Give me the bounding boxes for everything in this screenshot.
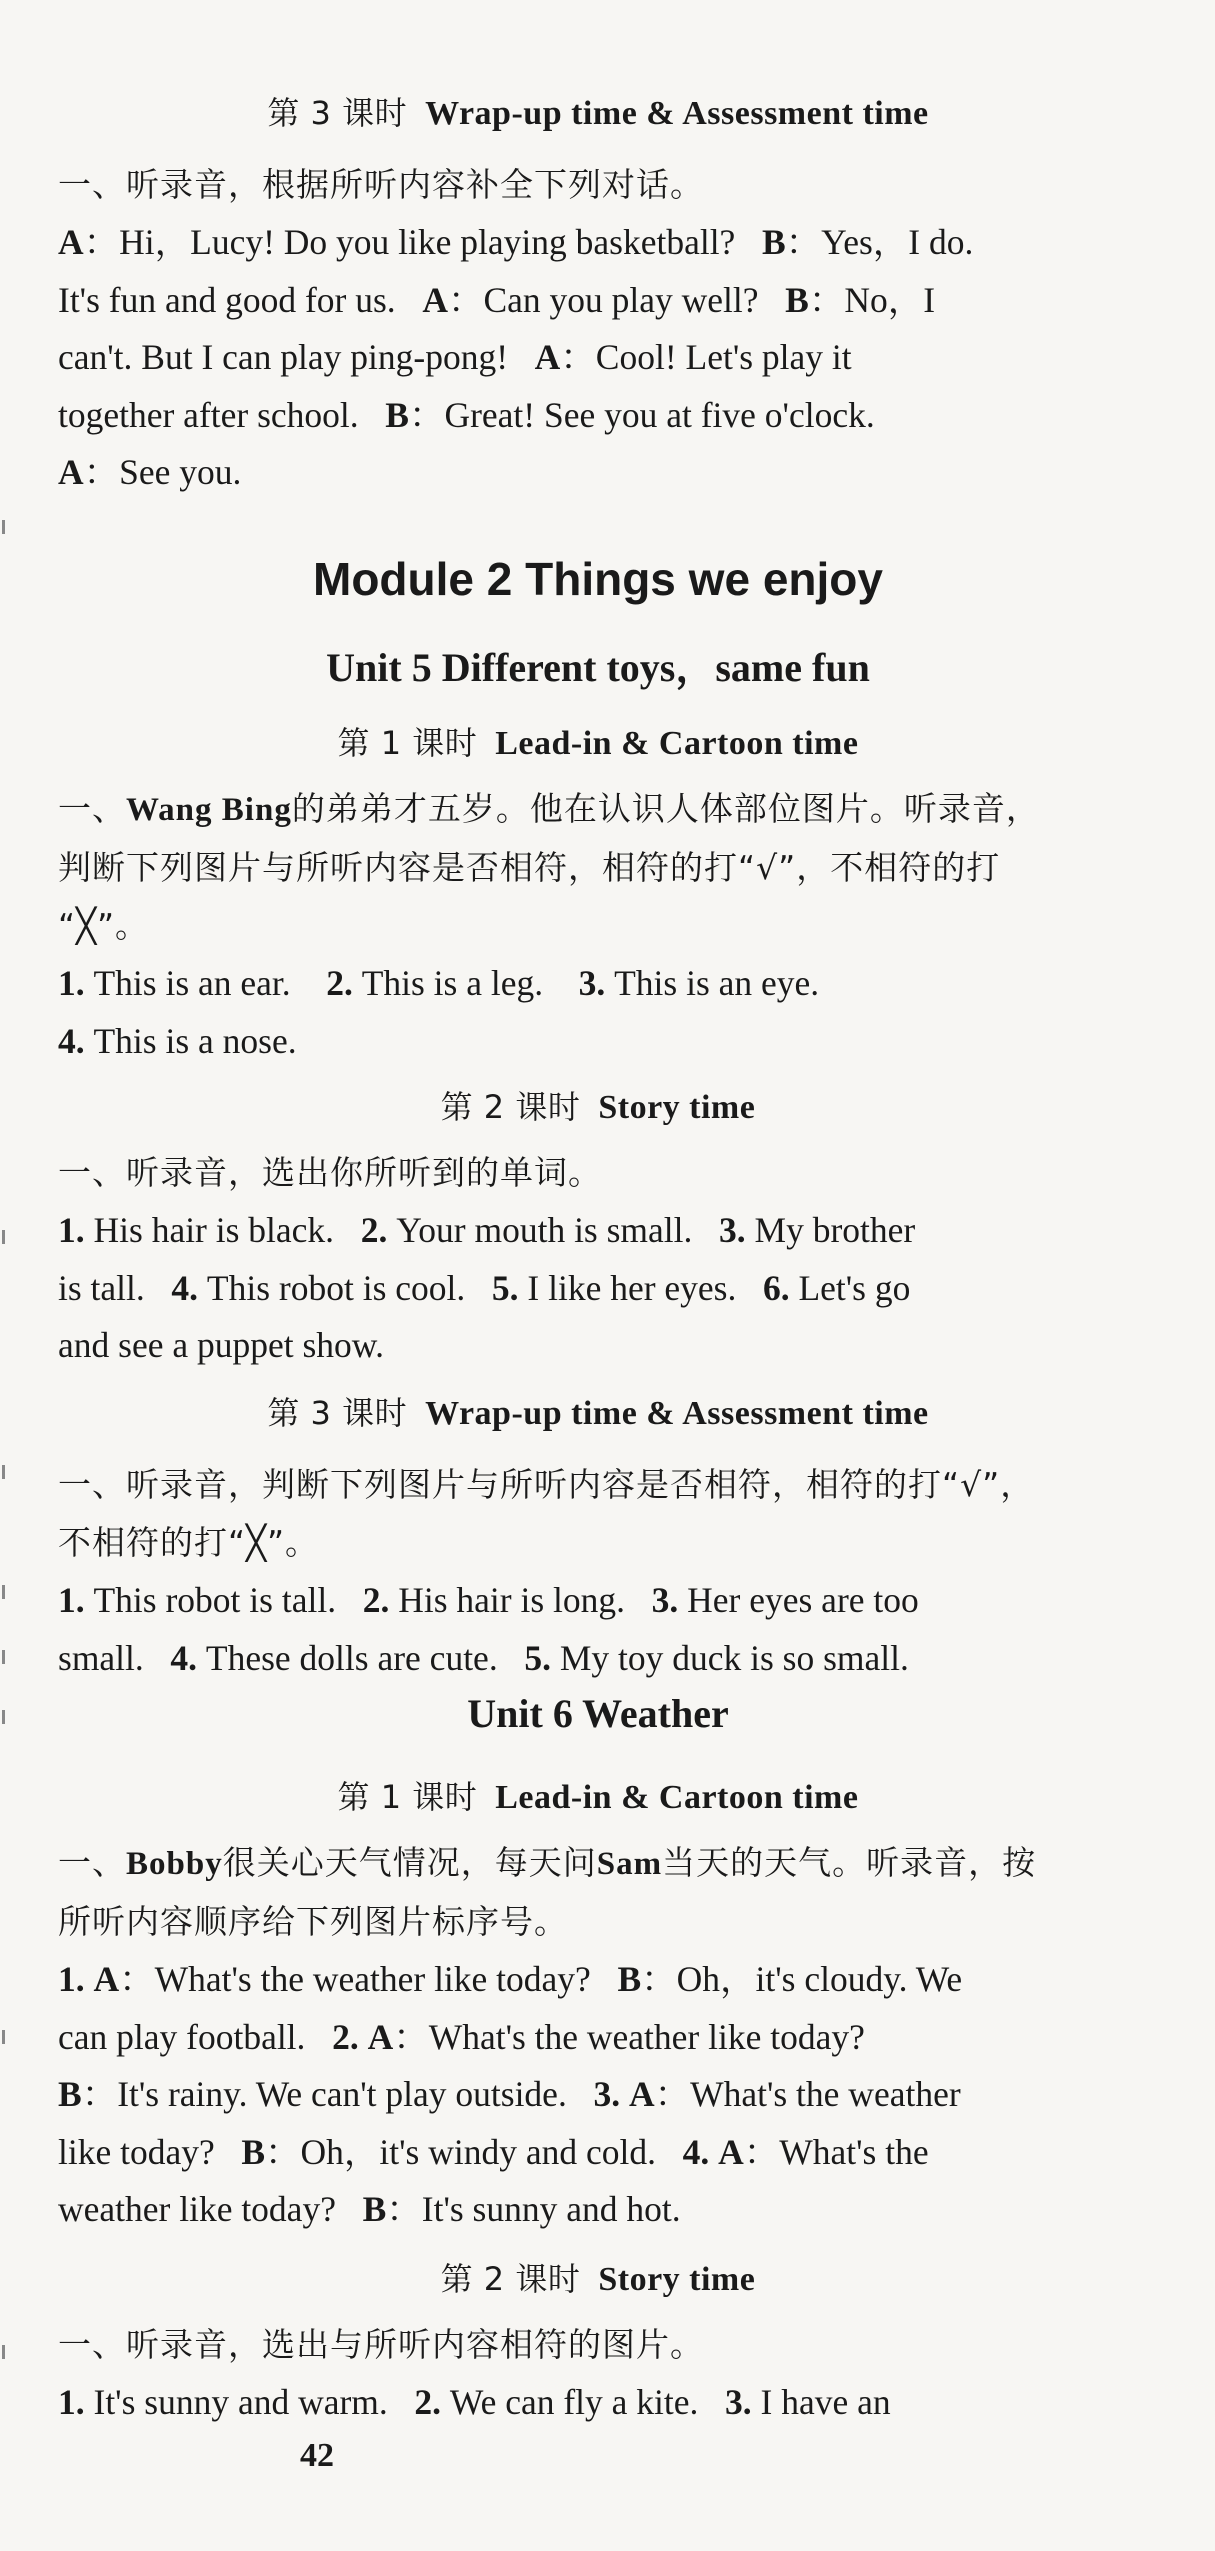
dialogue-line: like today? B：Oh，it's windy and cold. 4. A：What's the: [58, 2131, 929, 2172]
instruction: 一、听录音，选出你所听到的单词。: [58, 1153, 602, 1192]
lesson-heading: 第 2 课时 Story time: [440, 1088, 756, 1126]
item-line: 1. His hair is black. 2. Your mouth is small. 3. My brother: [58, 1210, 916, 1250]
binding-marks: [0, 0, 14, 2551]
exercise: [58, 156, 1138, 502]
lesson-block: [58, 88, 1138, 134]
item-line: 1. This is an ear. 2. This is a leg. 3. This is an eye.: [58, 963, 820, 1003]
lesson-heading: 第 3 课时 Wrap-up time & Assessment time: [267, 1394, 929, 1432]
exercise: [58, 1144, 1138, 1375]
exercise: [58, 1834, 1138, 2239]
item-line: 1. This robot is tall. 2. His hair is long. 3. Her eyes are too: [58, 1580, 919, 1620]
page-number: 42: [300, 2437, 334, 2474]
module-title: Module 2 Things we enjoy: [313, 553, 883, 605]
margin-mark: [2, 2345, 5, 2359]
margin-mark: [2, 1230, 5, 1244]
dialogue-line: weather like today? B：It's sunny and hot.: [58, 2189, 681, 2229]
lesson-heading: 第 3 课时 Wrap-up time & Assessment time: [267, 94, 929, 132]
item-line: and see a puppet show.: [58, 1325, 384, 1365]
dialogue-line: A：Hi，Lucy! Do you like playing basketball? B：Yes，I do.: [58, 222, 974, 262]
dialogue-line: A：See you.: [58, 452, 242, 492]
exercise: [58, 1456, 1138, 1687]
instruction: 一、Wang Bing的弟弟才五岁。他在认识人体部位图片。听录音，: [58, 789, 1040, 828]
margin-mark: [2, 1650, 5, 1664]
instruction: “╳”。: [58, 906, 150, 945]
instruction: 一、Bobby很关心天气情况，每天问Sam当天的天气。听录音，按: [58, 1843, 1037, 1882]
item-line: 4. This is a nose.: [58, 1020, 297, 1061]
lesson-heading: 第 1 课时 Lead-in & Cartoon time: [337, 724, 859, 762]
item-line: 1. It's sunny and warm. 2. We can fly a kite. 3. I have an: [58, 2382, 891, 2422]
margin-mark: [2, 1585, 5, 1599]
instruction: 一、听录音，根据所听内容补全下列对话。: [58, 165, 704, 204]
dialogue-line: B：It's rainy. We can't play outside. 3. A：What's the weather: [58, 2074, 961, 2114]
dialogue-line: can play football. 2. A：What's the weather like today?: [58, 2016, 865, 2057]
unit-title: Unit 6 Weather: [467, 1691, 729, 1736]
margin-mark: [2, 520, 5, 534]
instruction: 一、听录音，判断下列图片与所听内容是否相符，相符的打“√”，: [58, 1465, 1035, 1504]
unit-title: Unit 5 Different toys，same fun: [326, 645, 870, 690]
item-line: small. 4. These dolls are cute. 5. My toy duck is so small.: [58, 1637, 909, 1678]
instruction: 判断下列图片与所听内容是否相符，相符的打“√”，不相符的打: [58, 848, 1001, 887]
lesson-heading: 第 1 课时 Lead-in & Cartoon time: [337, 1778, 859, 1816]
instruction: 不相符的打“╳”。: [58, 1523, 320, 1562]
margin-mark: [2, 1710, 5, 1724]
dialogue-line: can't. But I can play ping-pong! A：Cool! Let's play it: [58, 337, 852, 377]
margin-mark: [2, 2030, 5, 2044]
dialogue-line: together after school. B：Great! See you at five o'clock.: [58, 394, 875, 435]
dialogue-line: It's fun and good for us. A：Can you play well? B：No，I: [58, 279, 936, 320]
exercise: [58, 780, 1138, 1070]
exercise: [58, 2316, 1138, 2432]
lesson-heading: 第 2 课时 Story time: [440, 2260, 756, 2298]
instruction: 一、听录音，选出与所听内容相符的图片。: [58, 2325, 704, 2364]
margin-mark: [2, 1465, 5, 1479]
instruction: 所听内容顺序给下列图片标序号。: [58, 1902, 568, 1941]
item-line: is tall. 4. This robot is cool. 5. I like her eyes. 6. Let's go: [58, 1267, 911, 1308]
dialogue-line: 1. A：What's the weather like today? B：Oh，it's cloudy. We: [58, 1959, 963, 1999]
